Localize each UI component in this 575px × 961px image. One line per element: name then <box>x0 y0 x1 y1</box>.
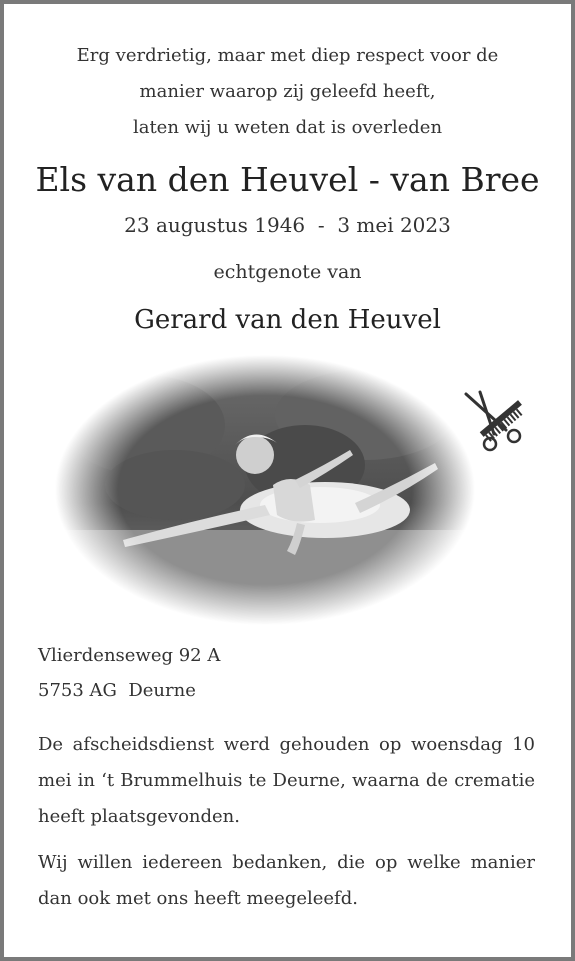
intro-line-3: laten wij u weten dat is overleden <box>132 117 443 138</box>
address-street: Vlierdenseweg 92 A <box>38 645 221 666</box>
intro-line-2: manier waarop zij geleefd heeft, <box>139 81 436 102</box>
relation-role: echtgenote van <box>213 261 362 283</box>
life-dates: 23 augustus 1946 - 3 mei 2023 <box>124 213 451 237</box>
deceased-name: Els van den Heuvel - van Bree <box>35 160 540 199</box>
thanks-message: Wij willen iedereen bedanken, die op welke manier dan ook met ons heeft meegeleefd. <box>38 852 535 909</box>
service-message: De afscheidsdienst werd gehouden op woensdag 10 mei in ‘t Brummelhuis te Deurne, waarna de crematie heeft plaatsgevonden. <box>38 734 535 827</box>
address-city: 5753 AG Deurne <box>38 680 196 701</box>
ballerina-photo <box>55 355 475 625</box>
intro-line-1: Erg verdrietig, maar met diep respect voor de <box>76 45 499 66</box>
intro-text <box>0 38 575 146</box>
scissors-and-comb-icon <box>458 388 538 458</box>
spouse-name: Gerard van den Heuvel <box>134 305 441 335</box>
